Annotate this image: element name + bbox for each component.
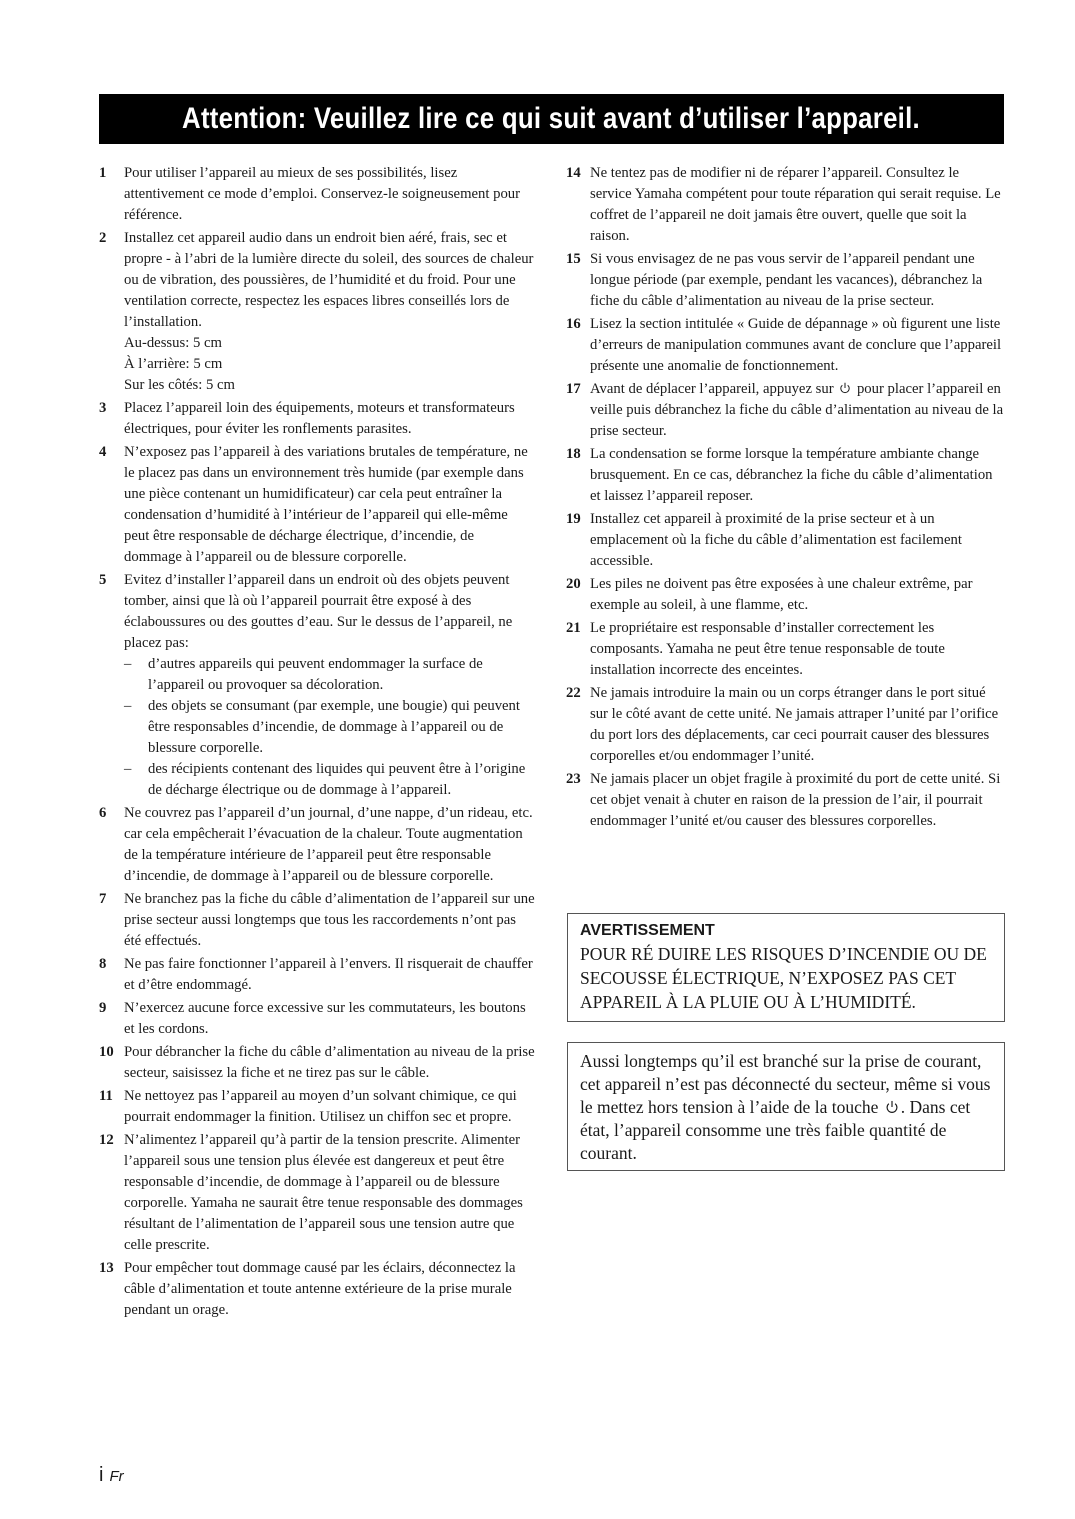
list-item: 12 N’alimentez l’appareil qu’à partir de la tension prescrite. Alimenter l’appareil sous une tension plus élevée est dangereux et peut être responsable d’incendie, de dommage à l’appareil ou de blessure corporelle. Yamaha ne saurait être tenue responsable des dommages résultant de l’alimentation de l’appareil sous une tension autre que celle prescrite.	[99, 1132, 523, 1253]
note-text-b: . Dans cet état, l’appareil consomme une très faible quantité de courant.	[580, 1097, 971, 1163]
page-title-banner	[99, 94, 1004, 144]
clearance-sides: Sur les côtés: 5 cm	[124, 377, 235, 393]
list-item: 3 Placez l’appareil loin des équipements, moteurs et transformateurs électriques, pour éviter les ronflements parasites.	[99, 400, 515, 437]
standby-note-box	[567, 1042, 1005, 1171]
warning-box	[567, 913, 1005, 1022]
power-icon	[839, 382, 851, 394]
list-item: 17 Avant de déplacer l’appareil, appuyez sur pour placer l’appareil en veille puis débranchez la fiche du câble d’alimentation au niveau de la prise secteur.	[566, 381, 1004, 439]
page-footer	[99, 1464, 124, 1487]
warning-text: POUR RÉ DUIRE LES RISQUES D’INCENDIE OU DE SECOUSSE ÉLECTRIQUE, N’EXPOSEZ PAS CET APPAREIL À LA PLUIE OU À L’HUMIDITÉ.	[580, 944, 987, 1012]
list-item: 14 Ne tentez pas de modifier ni de réparer l’appareil. Consultez le service Yamaha compétent pour toute réparation qui serait requise. Le coffret de l’appareil ne doit jamais être ouvert, quelle que soit la raison.	[566, 165, 1001, 244]
list-item: 4 N’exposez pas l’appareil à des variations brutales de température, ne le placez pas dans un environnement très humide (par exemple dans une pièce contenant un humidificateur) car cela peut entraîner la condensation d’humidité à l’intérieur de l’appareil qui elle-même peut être responsable de décharge électrique, d’incendie, de dommage à l’appareil ou de blessure corporelle.	[99, 444, 528, 565]
list-item: 13 Pour empêcher tout dommage causé par les éclairs, déconnectez la câble d’alimentation et toute antenne extérieure de la prise murale pendant un orage.	[99, 1260, 516, 1318]
list-item: 19 Installez cet appareil à proximité de la prise secteur et à un emplacement où la fiche du câble d’alimentation est facilement accessible.	[566, 511, 962, 569]
language-code: Fr	[109, 1468, 124, 1485]
clearance-back: À l’arrière: 5 cm	[124, 356, 223, 372]
list-item: 9 N’exercez aucune force excessive sur les commutateurs, les boutons et les cordons.	[99, 1000, 526, 1037]
list-item: 6 Ne couvrez pas l’appareil d’un journal, d’une nappe, d’un rideau, etc. car cela empêcherait l’évacuation de la chaleur. Toute augmentation de la température intérieure de l’appareil peut être responsable d’incendie, de dommage à l’appareil ou de blessure corporelle.	[99, 805, 533, 884]
list-item: 2 Installez cet appareil audio dans un endroit bien aéré, frais, sec et propre - à l’abri de la lumière directe du soleil, des sources de chaleur ou de vibration, des poussières, de l’humidité et du froid. Pour une ventilation correcte, respectez les espaces libres conseillés lors de l’installation. Au-dessus: 5 cm À l’arrière: 5 cm Sur les côtés: 5 cm	[99, 228, 535, 396]
clearance-top: Au-dessus: 5 cm	[124, 335, 222, 351]
list-item: 22 Ne jamais introduire la main ou un corps étranger dans le port situé sur le côté avant de cette unité. Ne jamais attraper l’unité par l’orifice du port lors des déplacements, car ceci pourrait causer des blessures corporelles et/ou endommager l’unité.	[566, 685, 999, 764]
list-item: 11 Ne nettoyez pas l’appareil au moyen d’un solvant chimique, ce qui pourrait endommager la finition. Utilisez un chiffon sec et propre.	[99, 1088, 517, 1125]
list-item: 5 Evitez d’installer l’appareil dans un endroit où des objets peuvent tomber, ainsi que là où l’appareil pourrait être exposé à des éclaboussures ou des gouttes d’eau. Sur le dessus de l’appareil, ne placez pas: – d’autres appareils qui peuvent endommager la surface de l’appareil ou provoquer sa décoloration. – des objets se consumant (par exemple, une bougie) qui peuvent être responsables d’incendie, de dommage à l’appareil ou de blessure corporelle. – des récipients contenant des liquides qui peuvent être à l’origine de décharge électrique ou de dommage à l’appareil.	[99, 570, 535, 801]
page-number: i	[99, 1464, 104, 1486]
list-item: 16 Lisez la section intitulée « Guide de dépannage » où figurent une liste d’erreurs de manipulation communes avant de conclure que l’appareil présente une anomalie de fonctionnement.	[566, 316, 1002, 374]
dash-item: – d’autres appareils qui peuvent endommager la surface de l’appareil ou provoquer sa décoloration.	[124, 656, 483, 693]
note-text-a: Aussi longtemps qu’il est branché sur la prise de courant, cet appareil n’est pas déconnecté du secteur, même si vous le mettez hors tension à l’aide de la touche	[580, 1051, 991, 1117]
list-item: 1 Pour utiliser l’appareil au mieux de ses possibilités, lisez attentivement ce mode d’emploi. Conservez-le soigneusement pour référence.	[99, 165, 521, 223]
list-item: 20 Les piles ne doivent pas être exposées à une chaleur extrême, par exemple au soleil, à une flamme, etc.	[566, 576, 973, 613]
list-item: 15 Si vous envisagez de ne pas vous servir de l’appareil pendant une longue période (par exemple, pendant les vacances), débranchez la fiche du câble d’alimentation au niveau de la prise secteur.	[566, 251, 983, 309]
list-item: 18 La condensation se forme lorsque la température ambiante change brusquement. En ce cas, débranchez la fiche du câble d’alimentation et laissez l’appareil reposer.	[566, 446, 993, 504]
list-item: 23 Ne jamais placer un objet fragile à proximité du port de cette unité. Si cet objet venait à chuter en raison de la pression de l’air, il pourrait endommager l’unité et/ou causer des blessures corporelles.	[566, 771, 1001, 829]
list-item: 21 Le propriétaire est responsable d’installer correctement les composants. Yamaha ne peut être tenue responsable de toute installation incorrecte des enceintes.	[566, 620, 945, 678]
warning-title: AVERTISSEMENT	[580, 922, 715, 939]
list-item: 8 Ne pas faire fonctionner l’appareil à l’envers. Il risquerait de chauffer et d’être endommagé.	[99, 956, 533, 993]
dash-item: – des récipients contenant des liquides qui peuvent être à l’origine de décharge électrique ou de dommage à l’appareil.	[124, 761, 526, 798]
right-column	[566, 163, 1004, 834]
list-item: 10 Pour débrancher la fiche du câble d’alimentation au niveau de la prise secteur, saisissez la fiche et ne tirez pas sur le câble.	[99, 1044, 535, 1081]
list-item: 7 Ne branchez pas la fiche du câble d’alimentation de l’appareil sur une prise secteur aussi longtemps que tous les raccordements n’ont pas été effectués.	[99, 891, 535, 949]
power-icon	[885, 1100, 899, 1114]
left-column	[99, 163, 535, 1323]
dash-item: – des objets se consumant (par exemple, une bougie) qui peuvent être responsables d’incendie, de dommage à l’appareil ou de blessure corporelle.	[124, 698, 520, 756]
page-title: Attention: Veuillez lire ce qui suit avant d’utiliser l’appareil.	[182, 102, 921, 135]
